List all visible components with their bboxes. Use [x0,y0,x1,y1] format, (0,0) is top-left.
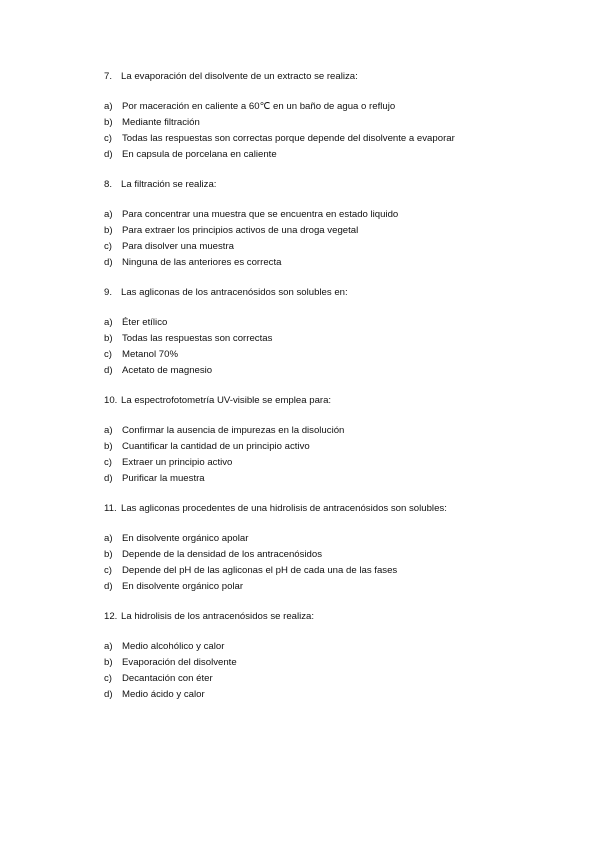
option-letter: d) [104,473,113,484]
option-letter: d) [104,581,113,592]
option-item [104,579,559,595]
option-item [104,563,559,579]
option-item [104,531,559,547]
question-text: La filtración se realiza: [121,179,217,190]
option-letter: b) [104,441,113,452]
option-letter: c) [104,241,112,252]
option-item [104,255,559,271]
question-8 [104,177,559,271]
question-text: La hidrolisis de los antracenósidos se realiza: [121,611,315,622]
option-text: Medio ácido y calor [122,689,205,700]
option-letter: c) [104,349,112,360]
option-text: En disolvente orgánico polar [122,581,244,592]
question-text: Las agliconas procedentes de una hidrolisis de antracenósidos son solubles: [121,503,447,514]
question-11 [104,501,559,595]
option-item [104,99,559,115]
question-stem [104,177,559,193]
option-letter: d) [104,689,113,700]
option-item [104,207,559,223]
option-item [104,239,559,255]
option-text: Acetato de magnesio [122,365,213,376]
option-item [104,223,559,239]
question-text: Las agliconas de los antracenósidos son solubles en: [121,287,348,298]
option-letter: c) [104,565,112,576]
question-number: 8. [104,179,113,190]
option-letter: d) [104,257,113,268]
option-list [104,423,559,487]
option-list [104,315,559,379]
option-item [104,315,559,331]
option-item [104,423,559,439]
question-text: La evaporación del disolvente de un extracto se realiza: [121,71,358,82]
question-12 [104,609,559,703]
option-item [104,639,559,655]
option-letter: a) [104,641,113,652]
option-letter: a) [104,101,113,112]
option-text: Para concentrar una muestra que se encuentra en estado liquido [122,209,399,220]
option-text: Medio alcohólico y calor [122,641,225,652]
option-letter: b) [104,657,113,668]
option-list [104,207,559,271]
question-10 [104,393,559,487]
option-letter: a) [104,425,113,436]
option-item [104,655,559,671]
option-letter: c) [104,673,112,684]
question-number: 11. [104,503,117,514]
option-text: Depende del pH de las agliconas el pH de cada una de las fases [122,565,398,576]
question-stem [104,393,559,409]
option-item [104,115,559,131]
option-letter: c) [104,133,112,144]
option-item [104,671,559,687]
option-text: Éter etílico [122,317,168,328]
option-letter: b) [104,117,113,128]
option-text: En capsula de porcelana en caliente [122,149,277,160]
question-number: 12. [104,611,118,622]
option-list [104,639,559,703]
option-text: Depende de la densidad de los antracenósidos [122,549,323,560]
option-item [104,331,559,347]
option-letter: b) [104,333,113,344]
option-text: Para extraer los principios activos de una droga vegetal [122,225,359,236]
option-letter: a) [104,209,113,220]
question-7 [104,69,559,163]
option-item [104,471,559,487]
option-text: Evaporación del disolvente [122,657,237,668]
option-item [104,455,559,471]
question-text: La espectrofotometría UV-visible se emplea para: [121,395,332,406]
option-text: Para disolver una muestra [122,241,234,252]
option-item [104,131,559,147]
option-letter: a) [104,533,113,544]
option-letter: b) [104,225,113,236]
option-text: Todas las respuestas son correctas porque depende del disolvente a evaporar [122,133,455,144]
question-9 [104,285,559,379]
question-number: 10. [104,395,118,406]
option-item [104,363,559,379]
option-text: Cuantificar la cantidad de un principio activo [122,441,310,452]
option-text: Extraer un principio activo [122,457,233,468]
option-letter: a) [104,317,113,328]
option-list [104,531,559,595]
question-stem [104,285,559,301]
option-text: En disolvente orgánico apolar [122,533,249,544]
option-item [104,347,559,363]
option-text: Mediante filtración [122,117,200,128]
option-letter: c) [104,457,112,468]
option-text: Por maceración en caliente a 60℃ en un baño de agua o reflujo [122,101,396,112]
option-text: Ninguna de las anteriores es correcta [122,257,282,268]
question-stem [104,609,559,625]
option-list [104,99,559,163]
option-item [104,547,559,563]
option-text: Decantación con éter [122,673,213,684]
option-letter: d) [104,365,113,376]
option-letter: d) [104,149,113,160]
option-text: Confirmar la ausencia de impurezas en la disolución [122,425,345,436]
option-text: Purificar la muestra [122,473,205,484]
question-number: 7. [104,71,113,82]
question-stem [104,501,559,517]
option-item [104,147,559,163]
option-text: Todas las respuestas son correctas [122,333,273,344]
option-item [104,439,559,455]
question-number: 9. [104,287,113,298]
question-stem [104,69,559,85]
option-item [104,687,559,703]
option-text: Metanol 70% [122,349,178,360]
option-letter: b) [104,549,113,560]
